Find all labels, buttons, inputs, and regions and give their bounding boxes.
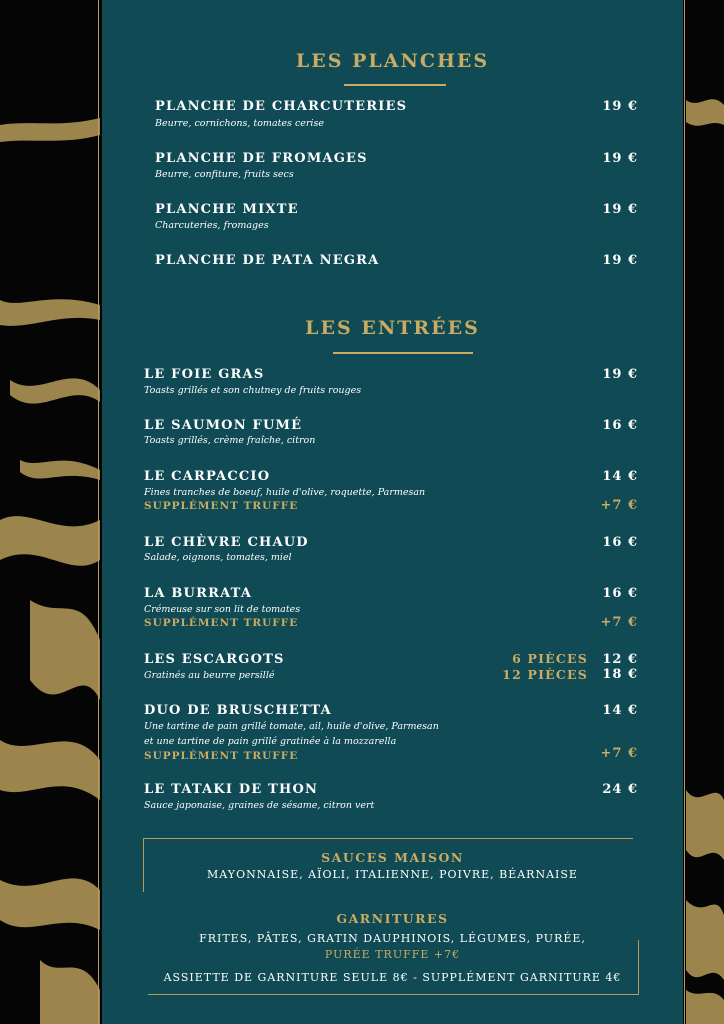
item-name: PLANCHE DE PATA NEGRA <box>155 253 380 268</box>
puree-truffe: PURÉE TRUFFE +7€ <box>324 948 461 961</box>
garnitures-footer: ASSIETTE DE GARNITURE SEULE 8€ - SUPPLÉMENT GARNITURE 4€ <box>163 971 622 984</box>
truffle-supplement-label: SUPPLÉMENT TRUFFE <box>144 750 299 762</box>
garnitures-heading: GARNITURES <box>336 911 449 926</box>
item-name: LE FOIE GRAS <box>144 367 265 382</box>
item-name: PLANCHE DE CHARCUTERIES <box>155 99 408 114</box>
item-name: DUO DE BRUSCHETTA <box>144 703 332 718</box>
item-name: LE SAUMON FUMÉ <box>144 418 303 433</box>
item-price: 19 € <box>602 202 638 217</box>
item-price: 12 € <box>602 652 638 667</box>
item-description: Sauce japonaise, graines de sésame, citron vert <box>144 800 375 811</box>
item-description: Fines tranches de boeuf, huile d'olive, roquette, Parmesan <box>144 487 426 498</box>
section-heading-entrees: LES ENTRÉES <box>305 317 480 339</box>
item-description: Gratinés au beurre persillé <box>144 670 275 681</box>
item-price: 24 € <box>602 782 638 797</box>
item-description: Beurre, confiture, fruits secs <box>155 169 294 180</box>
item-name: LE CHÈVRE CHAUD <box>144 535 309 550</box>
box-border-left <box>143 838 144 892</box>
item-description: Une tartine de pain grillé tomate, ail, huile d'olive, Parmesan <box>144 721 439 732</box>
item-price: 16 € <box>602 535 638 550</box>
sauces-heading: SAUCES MAISON <box>321 850 464 865</box>
item-name: LA BURRATA <box>144 586 253 601</box>
portion-label: 6 PIÈCES <box>512 651 588 666</box>
box-border-top <box>143 838 633 839</box>
item-name: PLANCHE MIXTE <box>155 202 299 217</box>
supplement-price: +7 € <box>600 615 638 630</box>
truffle-supplement-label: SUPPLÉMENT TRUFFE <box>144 500 299 512</box>
item-price: 14 € <box>602 703 638 718</box>
item-description: Toasts grillés, crème fraîche, citron <box>144 435 316 446</box>
item-name: LES ESCARGOTS <box>144 652 285 667</box>
item-price: 16 € <box>602 586 638 601</box>
item-description: Salade, oignons, tomates, miel <box>144 552 292 563</box>
item-price: 19 € <box>602 99 638 114</box>
box-border-bottom <box>148 994 639 995</box>
item-price: 18 € <box>602 667 638 682</box>
heading-underline <box>333 352 473 354</box>
item-price: 16 € <box>602 418 638 433</box>
sauces-list: MAYONNAISE, AÏOLI, ITALIENNE, POIVRE, BÉARNAISE <box>207 868 578 881</box>
portion-label: 12 PIÈCES <box>502 667 588 682</box>
item-description: et une tartine de pain grillé gratinée à la mozzarella <box>144 736 397 747</box>
section-heading-planches: LES PLANCHES <box>295 50 490 72</box>
item-price: 19 € <box>602 253 638 268</box>
heading-underline <box>344 84 446 86</box>
item-name: LE TATAKI DE THON <box>144 782 319 797</box>
item-description: Crémeuse sur son lit de tomates <box>144 604 301 615</box>
item-description: Beurre, cornichons, tomates cerise <box>155 118 324 129</box>
item-description: Charcuteries, fromages <box>155 220 269 231</box>
item-name: PLANCHE DE FROMAGES <box>155 151 368 166</box>
truffle-supplement-label: SUPPLÉMENT TRUFFE <box>144 617 299 629</box>
item-name: LE CARPACCIO <box>144 469 271 484</box>
item-price: 14 € <box>602 469 638 484</box>
item-description: Toasts grillés et son chutney de fruits rouges <box>144 385 362 396</box>
item-price: 19 € <box>602 151 638 166</box>
garnitures-list: FRITES, PÂTES, GRATIN DAUPHINOIS, LÉGUMES, PURÉE, <box>199 932 586 945</box>
supplement-price: +7 € <box>600 498 638 513</box>
supplement-price: +7 € <box>600 746 638 761</box>
item-price: 19 € <box>602 367 638 382</box>
